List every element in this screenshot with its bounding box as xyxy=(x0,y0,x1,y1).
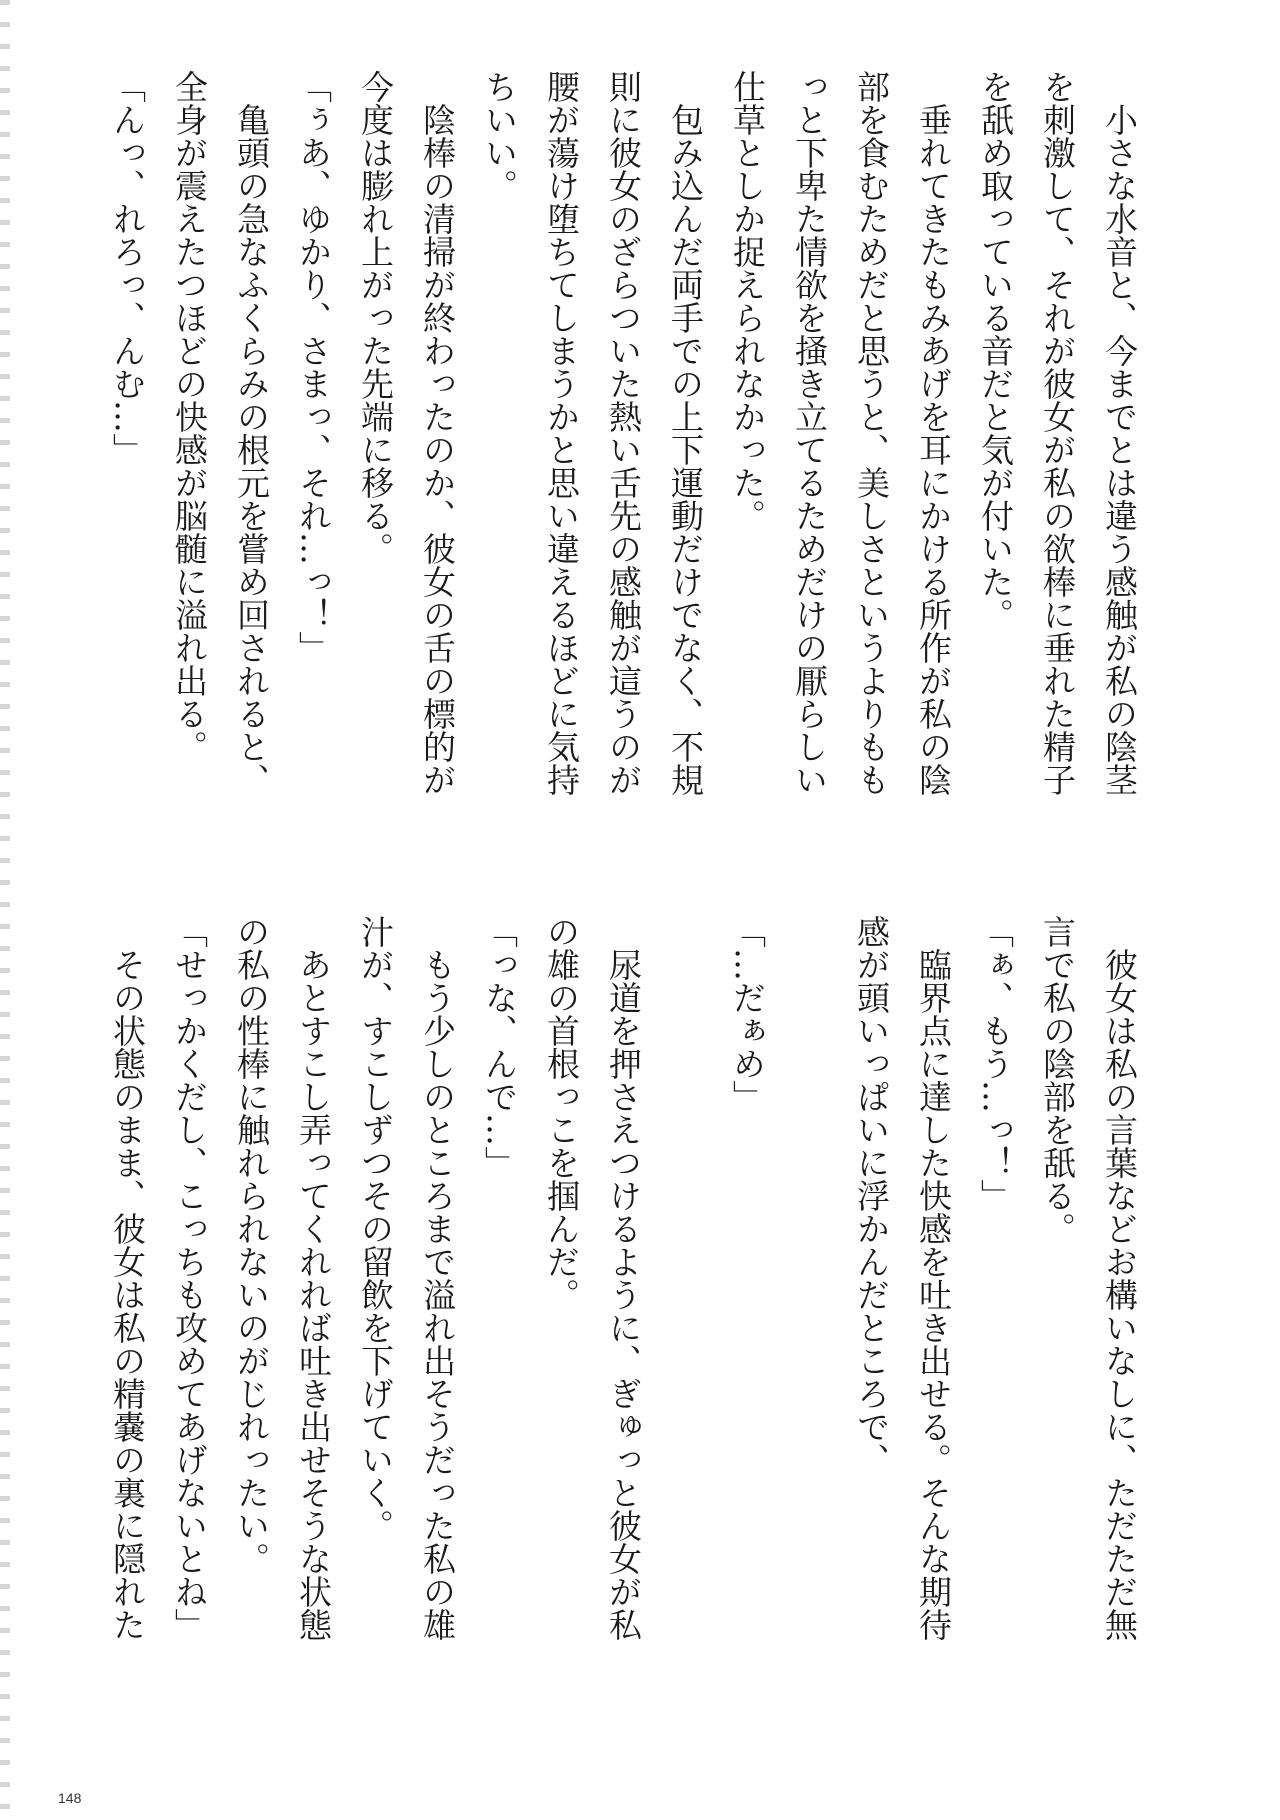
blank-line xyxy=(778,915,840,1695)
text-line: 垂れてきたもみあげを耳にかける所作が私の陰 xyxy=(914,70,953,796)
text-line: 「ぁ、もう…っ！」 xyxy=(976,915,1015,1212)
text-line: 今度は膨れ上がった先端に移る。 xyxy=(356,70,395,565)
text-line: 全身が震えたつほどの快感が脳髄に溢れ出る。 xyxy=(170,70,209,763)
text-line: 則に彼女のざらついた熱い舌先の感触が這うのが xyxy=(604,70,643,796)
text-line: その状態のまま、彼女は私の精嚢の裏に隠れた xyxy=(108,915,147,1641)
text-line: 言で私の陰部を舐る。 xyxy=(1038,915,1077,1245)
text-line: 臨界点に達した快感を吐き出せる。そんな期待 xyxy=(914,915,953,1641)
text-line: 「ぅあ、ゆかり、さまっ、それ…っ！」 xyxy=(294,70,333,664)
text-line: ちいい。 xyxy=(480,70,519,202)
text-line: の私の性棒に触れられないのがじれったい。 xyxy=(232,915,271,1575)
page-edge xyxy=(0,0,10,1820)
text-line: を舐め取っている音だと気が付いた。 xyxy=(976,70,1015,631)
text-line: 陰棒の清掃が終わったのか、彼女の舌の標的が xyxy=(418,70,457,796)
text-line: 感が頭いっぱいに浮かんだところで、 xyxy=(852,915,891,1476)
text-line: を刺激して、それが彼女が私の欲棒に垂れた精子 xyxy=(1038,70,1077,796)
text-line: 仕草としか捉えられなかった。 xyxy=(728,70,767,532)
blank-line xyxy=(654,915,716,1695)
text-line: 腰が蕩け堕ちてしまうかと思い違えるほどに気持 xyxy=(542,70,581,796)
text-block-top xyxy=(108,70,1150,810)
text-line: 「…だぁめ」 xyxy=(728,915,767,1113)
text-line: 「んっ、れろっ、んむ…」 xyxy=(108,70,147,466)
text-line: っと下卑た情欲を掻き立てるためだけの厭らしい xyxy=(790,70,829,796)
text-line: 彼女は私の言葉などお構いなしに、ただただ無 xyxy=(1100,915,1139,1641)
text-line: 包み込んだ両手での上下運動だけでなく、不規 xyxy=(666,70,705,796)
text-line: 汁が、すこしずつその留飲を下げていく。 xyxy=(356,915,395,1542)
page-number: 148 xyxy=(58,1790,82,1806)
text-line: 「せっかくだし、こっちも攻めてあげないとね」 xyxy=(170,915,209,1641)
text-line: の雄の首根っこを掴んだ。 xyxy=(542,915,581,1311)
text-block-bottom xyxy=(105,915,1150,1695)
text-line: 「っな、んで…」 xyxy=(480,915,519,1179)
text-line: 尿道を押さえつけるように、ぎゅっと彼女が私 xyxy=(604,915,643,1641)
text-line: もう少しのところまで溢れ出そうだった私の雄 xyxy=(418,915,457,1641)
text-line: 小さな水音と、今までとは違う感触が私の陰茎 xyxy=(1100,70,1139,796)
text-line: 亀頭の急なふくらみの根元を嘗め回されると、 xyxy=(232,70,271,796)
text-line: 部を食むためだと思うと、美しさというよりもも xyxy=(852,70,891,796)
text-line: あとすこし弄ってくれれば吐き出せそうな状態 xyxy=(294,915,333,1641)
